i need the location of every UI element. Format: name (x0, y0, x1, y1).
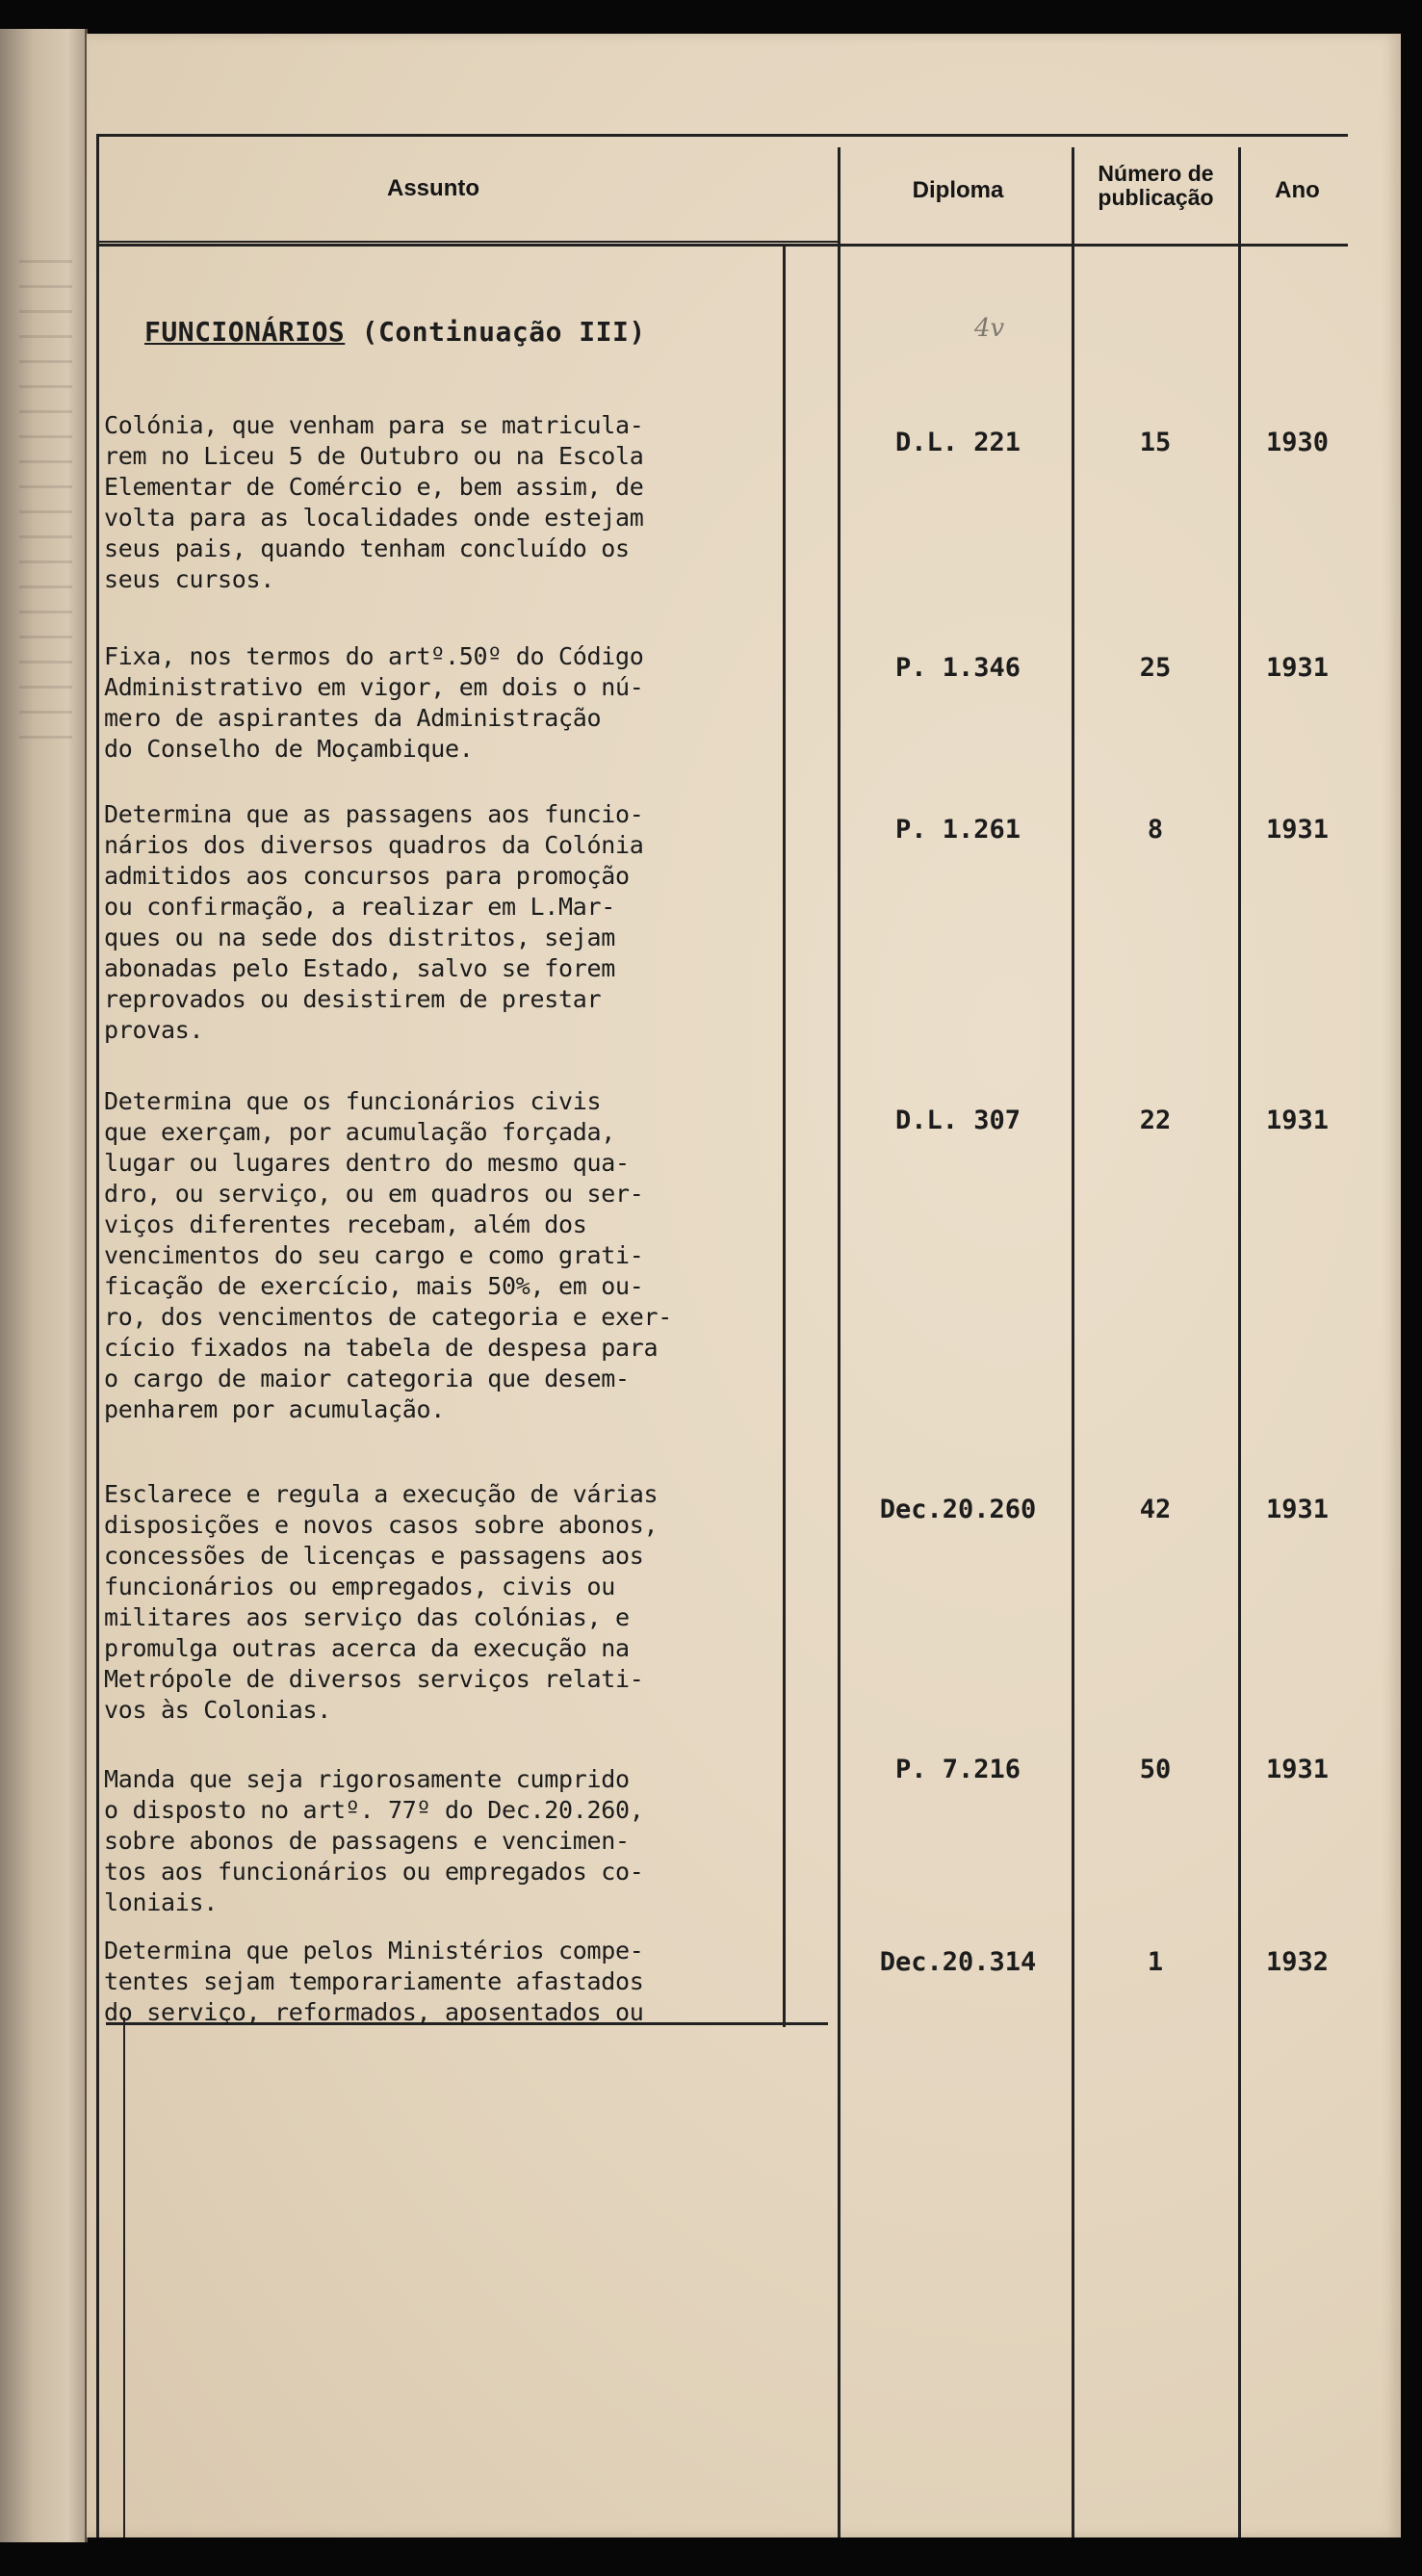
section-title-suffix: (Continuação III) (345, 316, 646, 348)
entry-3-numero: 8 (1147, 815, 1164, 845)
entry-6-ano: 1931 (1265, 1755, 1330, 1784)
entry-1-ano: 1930 (1265, 428, 1330, 457)
header-ano: Ano (1275, 177, 1320, 203)
numero-divider (1238, 147, 1241, 2537)
entry-4-ano: 1931 (1265, 1106, 1330, 1135)
sub-header-rule (96, 241, 838, 243)
entry-1-diploma: D.L. 221 (894, 428, 1021, 457)
entry-2-numero: 25 (1139, 653, 1172, 683)
entry-4-numero: 22 (1139, 1106, 1172, 1135)
entry-7-subject: Determina que pelos Ministérios compe- tentes sejam temporariamente afastados do serviço, reformados, aposentados ou (104, 1937, 644, 2026)
entry-5-diploma: Dec.20.260 (879, 1495, 1037, 1524)
adjacent-page-edge (0, 29, 88, 2542)
entry-4-subject: Determina que os funcionários civis que exerçam, por acumulação forçada, lugar ou lugares dentro do mesmo qua- dro, ou serviço, ou em quadros ou ser- viços diferentes recebam, além dos vencimentos do seu cargo e como grati- ficação de exercício, mais 50%, em ou- ro, dos vencimentos de categoria e exer- cício fixados na tabela de despesa para o cargo de maior categoria que desem- penharem por acumulação. (104, 1087, 673, 1423)
header-assunto: Assunto (387, 175, 479, 201)
section-title-main: FUNCIONÁRIOS (144, 316, 346, 348)
entry-6-numero: 50 (1139, 1755, 1172, 1784)
entry-1-numero: 15 (1139, 428, 1172, 457)
entry-3-subject: Determina que as passagens aos funcio- nários dos diversos quadros da Colónia admitidos aos concursos para promoção ou confirmação, a realizar em L.Mar- ques ou na sede dos distritos, sejam abonadas pelo Estado, salvo se forem reprovados ou desistirem de prestar provas. (104, 800, 644, 1044)
entry-2-ano: 1931 (1265, 653, 1330, 683)
entry-1-subject: Colónia, que venham para se matricula- rem no Liceu 5 de Outubro ou na Escola Elementar de Comércio e, bem assim, de volta para as localidades onde estejam seus pais, quando tenham concluído os seus cursos. (104, 411, 644, 593)
entry-7-numero: 1 (1147, 1947, 1164, 1977)
header-numero: Número de publicação (1098, 161, 1214, 211)
section-title (144, 316, 646, 348)
lower-margin-rule (123, 2017, 125, 2537)
entry-2-subject: Fixa, nos termos do artº.50º do Código Administrativo em vigor, em dois o nú- mero de aspirantes da Administração do Conselho de Moçambique. (104, 642, 644, 763)
entry-2-diploma: P. 1.346 (894, 653, 1021, 683)
entry-4-diploma: D.L. 307 (894, 1106, 1021, 1135)
entry-3-ano: 1931 (1265, 815, 1330, 845)
entry-3-diploma: P. 1.261 (894, 815, 1021, 845)
pencil-folio-note: 4v (974, 314, 1005, 343)
entry-7-ano: 1932 (1265, 1947, 1330, 1977)
inner-text-rule (783, 246, 786, 2027)
header-bottom-rule (96, 244, 1348, 247)
entry-6-diploma: P. 7.216 (894, 1755, 1021, 1784)
entry-7-diploma: Dec.20.314 (879, 1947, 1037, 1977)
diploma-divider (1072, 147, 1074, 2537)
entry-6-subject: Manda que seja rigorosamente cumprido o disposto no artº. 77º do Dec.20.260, sobre abonos de passagens e vencimen- tos aos funcionários ou empregados co- loniais. (104, 1765, 644, 1916)
entry-5-ano: 1931 (1265, 1495, 1330, 1524)
header-diploma: Diploma (912, 177, 1004, 203)
assunto-divider (838, 147, 840, 2537)
entry-5-subject: Esclarece e regula a execução de várias disposições e novos casos sobre abonos, concessões de licenças e passagens aos funcionários ou empregados, civis ou militares aos serviço das colónias, e promulga outras acerca da execução na Metrópole de diversos serviços relati- vos às Colonias. (104, 1480, 659, 1724)
top-rule (96, 134, 1348, 137)
left-border (96, 134, 99, 2537)
entry-5-numero: 42 (1139, 1495, 1172, 1524)
